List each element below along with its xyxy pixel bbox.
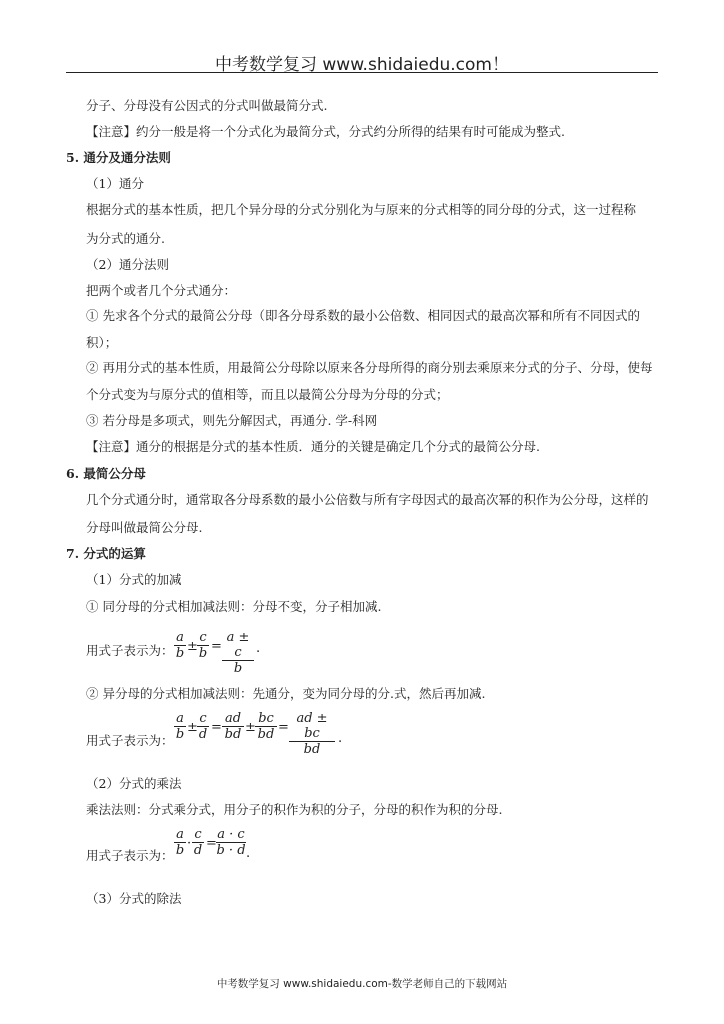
page-footer: 中考数学复习 www.shidaiedu.com-数学老师自己的下载网站 — [216, 978, 508, 990]
fraction — [174, 827, 186, 858]
denominator: b — [198, 646, 208, 661]
subsection-heading: （2）通分法则 — [86, 257, 169, 272]
operator: ± — [187, 720, 198, 735]
operator: · — [187, 836, 192, 851]
fraction — [197, 630, 209, 661]
numerator: bc — [258, 711, 274, 726]
equals-sign: = — [206, 836, 217, 851]
numerator: ad — [224, 711, 242, 726]
text-line: 把两个或者几个分式通分： — [86, 283, 237, 298]
text-line: ① 同分母的分式相加减法则：分母不变，分子相加减. — [86, 599, 382, 614]
numerator: a — [176, 630, 184, 645]
text-line: 几个分式通分时，通常取各分母系数的最小公倍数与所有字母因式的最高次幂的积作为公分母，这样的 — [86, 492, 649, 507]
text-line: 为分式的通分. — [86, 231, 165, 246]
page-header-title: 中考数学复习 www.shidaiedu.com！ — [215, 55, 509, 75]
section-heading: 7. 分式的运算 — [66, 546, 146, 561]
operator: ± — [245, 720, 256, 735]
formula-label: 用式子表示为： — [86, 643, 174, 658]
fraction — [174, 630, 186, 661]
equals-sign: = — [211, 639, 222, 654]
subsection-heading: （2）分式的乘法 — [86, 776, 182, 791]
fraction — [197, 711, 209, 742]
section-heading: 6. 最简公分母 — [66, 466, 146, 481]
text-line: 乘法法则：分式乘分式，用分子的积作为积的分子，分母的积作为积的分母. — [86, 802, 503, 817]
denominator: b — [233, 661, 243, 676]
denominator: b — [175, 843, 185, 858]
denominator: d — [198, 727, 208, 742]
equals-sign: = — [211, 720, 222, 735]
note-line: 【注意】约分一般是将一个分式化为最简分式，分式约分所得的结果有时可能成为整式. — [86, 124, 565, 139]
subsection-heading: （1）分式的加减 — [86, 572, 182, 587]
period: . — [338, 731, 343, 746]
text-line: 分母叫做最简公分母. — [86, 520, 203, 535]
fraction — [289, 711, 335, 757]
numerator: c — [199, 711, 207, 726]
period: . — [246, 846, 251, 861]
operator: ± — [187, 639, 198, 654]
numerator: c — [194, 827, 202, 842]
fraction — [216, 827, 246, 858]
text-line: 分子、分母没有公因式的分式叫做最简分式. — [86, 98, 328, 113]
period: . — [256, 641, 261, 656]
subsection-heading: （1）通分 — [86, 176, 144, 191]
denominator: bd — [257, 727, 275, 742]
denominator: b — [175, 727, 185, 742]
text-line: 根据分式的基本性质，把几个异分母的分式分别化为与原来的分式相等的同分母的分式，这一过程称 — [86, 202, 637, 217]
text-line: ① 先求各个分式的最简公分母（即各分母系数的最小公倍数、相同因式的最高次幂和所有不同因式的 — [86, 308, 640, 323]
text-line: ③ 若分母是多项式，则先分解因式，再通分. 学-科网 — [86, 413, 378, 428]
text-line: ② 异分母的分式相加减法则：先通分，变为同分母的分.式，然后再加减. — [86, 686, 486, 701]
denominator: b — [175, 646, 185, 661]
subsection-heading: （3）分式的除法 — [86, 891, 182, 906]
fraction — [255, 711, 277, 742]
equals-sign: = — [278, 720, 289, 735]
denominator: bd — [303, 742, 321, 757]
header-divider — [66, 72, 658, 73]
numerator: ad ± bc — [296, 711, 328, 741]
numerator: a · c — [217, 827, 245, 842]
text-line: ② 再用分式的基本性质，用最简公分母除以原来各分母所得的商分别去乘原来分式的分子、分母，使每 — [86, 360, 653, 375]
fraction — [174, 711, 186, 742]
note-line: 【注意】通分的根据是分式的基本性质．通分的关键是确定几个分式的最简公分母. — [86, 439, 540, 454]
fraction — [222, 630, 254, 676]
denominator: bd — [224, 727, 242, 742]
section-heading: 5. 通分及通分法则 — [66, 150, 171, 165]
formula-label: 用式子表示为： — [86, 733, 174, 748]
formula-label: 用式子表示为： — [86, 848, 174, 863]
denominator: b · d — [216, 843, 246, 858]
fraction — [192, 827, 204, 858]
fraction — [222, 711, 244, 742]
denominator: d — [193, 843, 203, 858]
text-line: 积）； — [86, 335, 118, 350]
text-line: 个分式变为与原分式的值相等，而且以最简公分母为分母的分式； — [86, 387, 449, 402]
numerator: a — [176, 827, 184, 842]
numerator: a ± c — [226, 630, 250, 660]
numerator: a — [176, 711, 184, 726]
numerator: c — [199, 630, 207, 645]
